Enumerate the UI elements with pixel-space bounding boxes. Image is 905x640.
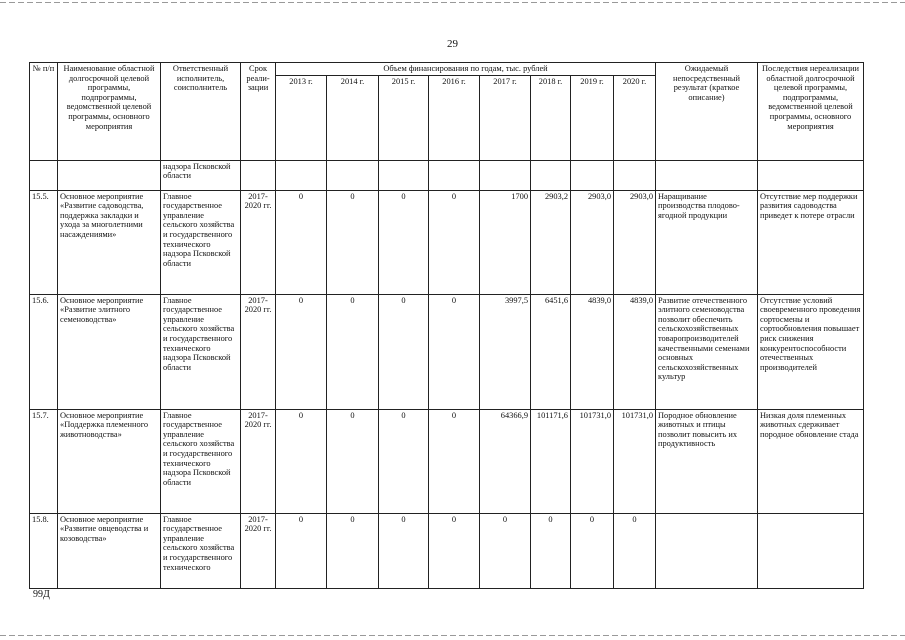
row-value-2015: 0 <box>379 294 429 409</box>
header-year: 2018 г. <box>531 75 571 160</box>
header-year: 2017 г. <box>480 75 531 160</box>
header-result: Ожидаемый непосредственный результат (краткое описание) <box>656 63 758 161</box>
header-responsible: Ответственный исполнитель, соисполнитель <box>161 63 241 161</box>
header-year: 2019 г. <box>571 75 614 160</box>
header-num: № п/п <box>30 63 58 161</box>
row-name: Основное мероприятие «Развитие элитного семеноводства» <box>58 294 161 409</box>
row-name: Основное мероприятие «Развитие овцеводства и козоводства» <box>58 513 161 588</box>
header-year: 2020 г. <box>614 75 656 160</box>
row-value-2020: 101731,0 <box>614 409 656 513</box>
footer-code: 99Д <box>33 589 50 600</box>
row-name: Основное мероприятие «Поддержка племенного животноводства» <box>58 409 161 513</box>
row-value-2013: 0 <box>276 190 327 294</box>
row-value-2016: 0 <box>429 190 480 294</box>
header-year: 2016 г. <box>429 75 480 160</box>
table-row <box>30 190 864 294</box>
row-value-2020: 0 <box>614 513 656 588</box>
header-term: Срок реали-зации <box>241 63 276 161</box>
row-value-2015: 0 <box>379 409 429 513</box>
header-consequences: Последствия нереализации областной долгосрочной целевой программы, подпрограммы, ведомственной целевой программы, основного мероприятия <box>758 63 864 161</box>
header-row <box>30 63 864 76</box>
row-value-2014: 0 <box>327 513 379 588</box>
row-num: 15.5. <box>30 190 58 294</box>
header-year: 2014 г. <box>327 75 379 160</box>
table-row-continuation <box>30 160 864 190</box>
header-year: 2015 г. <box>379 75 429 160</box>
row-value-2018: 101171,6 <box>531 409 571 513</box>
header-funding: Объем финансирования по годам, тыс. рублей <box>276 63 656 76</box>
table-row <box>30 294 864 409</box>
row-value-2016: 0 <box>429 409 480 513</box>
continuation-responsible: надзора Псковской области <box>161 160 241 190</box>
table-row <box>30 409 864 513</box>
row-responsible: Главное государственное управление сельского хозяйства и государственного технического <box>161 513 241 588</box>
row-value-2014: 0 <box>327 294 379 409</box>
header-year: 2013 г. <box>276 75 327 160</box>
row-value-2019: 4839,0 <box>571 294 614 409</box>
row-value-2014: 0 <box>327 409 379 513</box>
row-value-2013: 0 <box>276 513 327 588</box>
row-result <box>656 513 758 588</box>
row-result: Породное обновление животных и птицы позволит повысить их продуктивность <box>656 409 758 513</box>
row-value-2018: 0 <box>531 513 571 588</box>
row-value-2017: 64366,9 <box>480 409 531 513</box>
row-value-2016: 0 <box>429 513 480 588</box>
row-value-2018: 2903,2 <box>531 190 571 294</box>
row-term: 2017-2020 гг. <box>241 513 276 588</box>
row-responsible: Главное государственное управление сельского хозяйства и государственного технического надзора Псковской области <box>161 190 241 294</box>
row-num: 15.7. <box>30 409 58 513</box>
row-value-2013: 0 <box>276 409 327 513</box>
row-name: Основное мероприятие «Развитие садоводства, поддержка закладки и ухода за многолетними насаждениями» <box>58 190 161 294</box>
table-row <box>30 513 864 588</box>
row-term: 2017-2020 гг. <box>241 294 276 409</box>
row-value-2019: 0 <box>571 513 614 588</box>
row-term: 2017-2020 гг. <box>241 409 276 513</box>
row-num: 15.8. <box>30 513 58 588</box>
row-term: 2017-2020 гг. <box>241 190 276 294</box>
row-value-2019: 101731,0 <box>571 409 614 513</box>
row-value-2013: 0 <box>276 294 327 409</box>
row-value-2019: 2903,0 <box>571 190 614 294</box>
row-consequences: Низкая доля племенных животных сдерживает породное обновление стада <box>758 409 864 513</box>
row-value-2014: 0 <box>327 190 379 294</box>
row-value-2015: 0 <box>379 190 429 294</box>
row-result: Развитие отечественного элитного семеноводства позволит обеспечить сельскохозяйственных товаропроизводителей качественными семенами основных сельскохозяйственных культур <box>656 294 758 409</box>
row-value-2015: 0 <box>379 513 429 588</box>
row-responsible: Главное государственное управление сельского хозяйства и государственного технического надзора Псковской области <box>161 294 241 409</box>
row-consequences: Отсутствие условий своевременного проведения сортосмены и сортообновления повышает риск снижения конкурентоспособности отечественных производителей <box>758 294 864 409</box>
row-consequences: Отсутствие мер поддержки развития садоводства приведет к потере отрасли <box>758 190 864 294</box>
scan-edge-top <box>0 2 905 3</box>
row-consequences <box>758 513 864 588</box>
row-responsible: Главное государственное управление сельского хозяйства и государственного технического надзора Псковской области <box>161 409 241 513</box>
row-value-2020: 4839,0 <box>614 294 656 409</box>
row-value-2017: 3997,5 <box>480 294 531 409</box>
row-value-2017: 0 <box>480 513 531 588</box>
row-value-2018: 6451,6 <box>531 294 571 409</box>
row-num: 15.6. <box>30 294 58 409</box>
row-value-2020: 2903,0 <box>614 190 656 294</box>
header-name: Наименование областной долгосрочной целевой программы, подпрограммы, ведомственной целевой программы, основного мероприятия <box>58 63 161 161</box>
scan-edge-bottom <box>0 635 905 636</box>
row-result: Наращивание производства плодово-ягодной продукции <box>656 190 758 294</box>
row-value-2016: 0 <box>429 294 480 409</box>
page-number: 29 <box>447 38 458 50</box>
row-value-2017: 1700 <box>480 190 531 294</box>
program-table <box>29 62 864 589</box>
